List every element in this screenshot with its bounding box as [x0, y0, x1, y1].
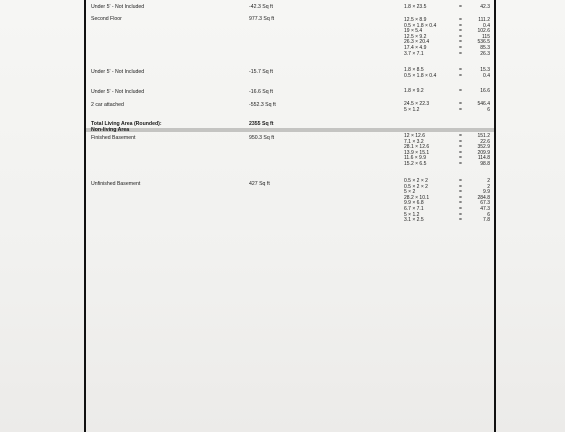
calc-row — [404, 51, 490, 57]
calc-res: 536.5 — [477, 39, 490, 46]
calc-eq: = — [459, 194, 462, 201]
calc-expr: 11.6 × 9.9 — [404, 155, 427, 162]
calc-expr: 12 × 12.6 — [404, 133, 425, 139]
calc-expr: 0.5 × 1.8 × 0.4 — [404, 22, 437, 29]
row-label: 2 car attached — [91, 102, 124, 108]
calc-expr: 28.1 × 12.6 — [404, 144, 430, 151]
row-area: -42.3 Sq ft — [249, 4, 273, 10]
calc-res: 111.2 — [478, 17, 490, 23]
calc-eq: = — [459, 200, 462, 207]
total-living-area-label: Total Living Area (Rounded): — [91, 121, 162, 127]
row-area: -552.3 Sq ft — [249, 102, 276, 108]
calc-group-3 — [404, 67, 490, 78]
calc-res: 9.9 — [483, 189, 490, 196]
calc-res: 6 — [487, 106, 490, 113]
calc-res: 15.3 — [480, 67, 490, 73]
row-area: 977.3 Sq ft — [249, 16, 275, 22]
calc-eq: = — [459, 138, 462, 145]
calc-eq: = — [459, 44, 462, 51]
calc-eq: = — [459, 39, 462, 46]
calc-expr: 26.3 × 20.4 — [404, 39, 430, 46]
calc-eq: = — [459, 183, 462, 190]
calc-expr: 28.2 × 10.1 — [404, 194, 430, 201]
calc-expr: 3.1 × 2.5 — [404, 217, 424, 224]
calc-res: 47.3 — [480, 205, 490, 212]
calc-res: 102.6 — [477, 28, 490, 35]
calc-expr: 6.7 × 7.1 — [404, 205, 424, 212]
calc-group-7 — [404, 178, 490, 223]
calc-res: 546.4 — [477, 101, 490, 107]
row-area: 950.3 Sq ft — [249, 135, 275, 141]
calc-expr: 12.5 × 9.2 — [404, 33, 427, 40]
calc-expr: 1.8 × 8.5 — [404, 67, 424, 73]
calc-res: 2 — [487, 183, 490, 190]
calc-expr: 3.7 × 7.1 — [404, 50, 424, 57]
calc-group-2 — [404, 17, 490, 56]
calc-eq: = — [459, 149, 462, 156]
right-border-line — [494, 0, 496, 432]
total-living-area-value: 2355 Sq ft — [249, 121, 274, 127]
calc-res: 67.3 — [480, 200, 490, 207]
calc-eq: = — [459, 88, 462, 94]
calc-expr: 19 × 5.4 — [404, 28, 423, 35]
calc-group-5 — [404, 101, 490, 112]
calc-row — [404, 107, 490, 113]
calc-eq: = — [459, 144, 462, 151]
left-border-line — [84, 0, 86, 432]
calc-res: 2 — [487, 178, 490, 184]
row-area: 427 Sq ft — [249, 181, 270, 187]
calc-eq: = — [459, 205, 462, 212]
row-label: Unfinished Basement — [91, 181, 141, 187]
calc-eq: = — [459, 217, 462, 224]
calc-expr: 5 × 2 — [404, 189, 416, 196]
calc-res: 22.6 — [480, 138, 490, 145]
calc-eq: = — [459, 211, 462, 218]
calc-eq: = — [459, 33, 462, 40]
calc-row — [404, 4, 490, 10]
row-label: Under 5' - Not Included — [91, 89, 145, 95]
calc-eq: = — [459, 4, 462, 10]
non-living-area-heading: Non-living Area — [91, 127, 130, 133]
row-area: -16.6 Sq ft — [249, 89, 273, 95]
section-separator-bar — [86, 128, 494, 132]
calc-res: 151.2 — [477, 133, 490, 139]
calc-res: 85.3 — [480, 44, 490, 51]
calc-row — [404, 217, 490, 223]
calc-res: 352.9 — [477, 144, 490, 151]
calc-res: 114.8 — [477, 155, 490, 162]
calc-eq: = — [459, 160, 462, 167]
calc-eq: = — [459, 133, 462, 139]
row-area: -15.7 Sq ft — [249, 69, 273, 75]
calc-res: 209.9 — [477, 149, 490, 156]
calc-eq: = — [459, 67, 462, 73]
calc-row — [404, 161, 490, 167]
calc-eq: = — [459, 50, 462, 57]
calc-expr: 5 × 1.2 — [404, 211, 420, 218]
calc-group-1 — [404, 4, 490, 10]
calc-eq: = — [459, 106, 462, 113]
calc-row — [404, 73, 490, 79]
calc-eq: = — [459, 155, 462, 162]
calc-eq: = — [459, 101, 462, 107]
calc-expr: 17.4 × 4.9 — [404, 44, 427, 51]
row-label: Second Floor — [91, 16, 122, 22]
calc-expr: 0.5 × 2 × 2 — [404, 178, 428, 184]
calc-eq: = — [459, 28, 462, 35]
calc-expr: 7.1 × 3.2 — [404, 138, 424, 145]
calc-row — [404, 88, 490, 94]
calc-res: 115 — [482, 33, 490, 40]
calc-eq: = — [459, 189, 462, 196]
calc-res: 6 — [487, 211, 490, 218]
calc-expr: 13.9 × 15.1 — [404, 149, 430, 156]
row-label: Finished Basement — [91, 135, 136, 141]
calc-expr: 15.2 × 6.5 — [404, 160, 427, 167]
calc-res: 284.8 — [477, 194, 490, 201]
calc-expr: 0.5 × 2 × 2 — [404, 183, 428, 190]
calc-res: 42.3 — [480, 4, 490, 10]
calc-res: 16.6 — [480, 88, 490, 94]
calc-eq: = — [459, 178, 462, 184]
calc-res: 98.8 — [480, 160, 490, 167]
calc-expr: 1.8 × 9.2 — [404, 88, 424, 94]
row-label: Under 5' - Not Included — [91, 4, 145, 10]
row-label: Under 5' - Not Included — [91, 69, 145, 75]
calc-expr: 1.8 × 23.5 — [404, 4, 427, 10]
calc-res: 0.4 — [483, 22, 490, 29]
calc-group-4 — [404, 88, 490, 94]
calc-expr: 9.9 × 6.8 — [404, 200, 424, 207]
calc-eq: = — [459, 22, 462, 29]
calc-res: 0.4 — [483, 72, 490, 79]
calc-eq: = — [459, 72, 462, 79]
calc-expr: 5 × 1.2 — [404, 106, 420, 113]
calc-group-6 — [404, 133, 490, 167]
calc-res: 7.8 — [483, 217, 490, 224]
calc-expr: 24.5 × 22.3 — [404, 101, 430, 107]
calc-eq: = — [459, 17, 462, 23]
calc-expr: 12.5 × 8.9 — [404, 17, 427, 23]
calc-expr: 0.5 × 1.8 × 0.4 — [404, 72, 437, 79]
calc-res: 26.3 — [480, 50, 490, 57]
